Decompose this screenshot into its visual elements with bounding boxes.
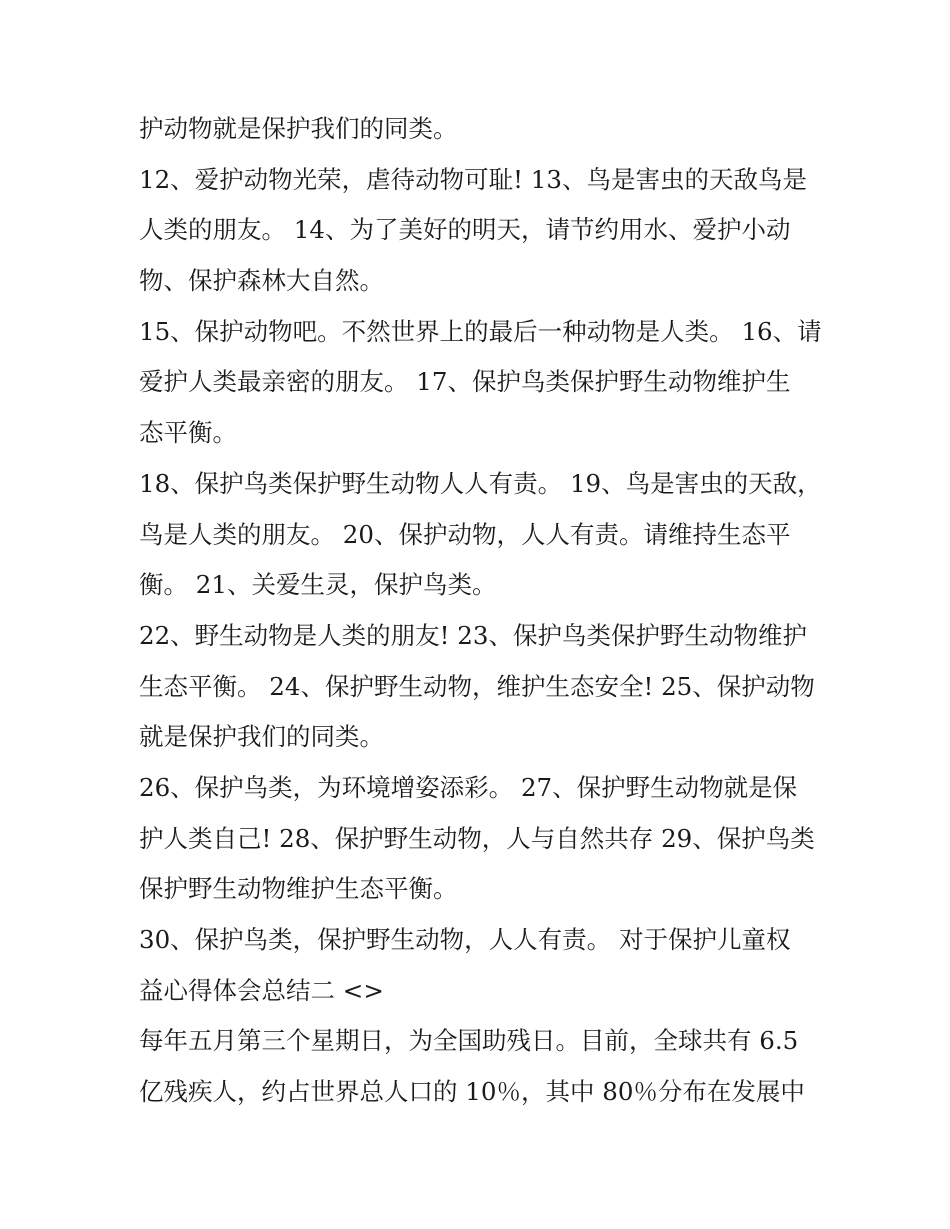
text-line: 衡。 21、关爱生灵，保护鸟类。	[139, 570, 497, 600]
text-line: 益心得体会总结二 <>	[139, 975, 384, 1005]
text-line: 30、保护鸟类，保护野生动物，人人有责。 对于保护儿童权	[139, 925, 791, 954]
text-line: 26、保护鸟类，为环境增姿添彩。 27、保护野生动物就是保	[139, 772, 798, 802]
text-line: 人类的朋友。 14、为了美好的明天，请节约用水、爱护小动	[139, 215, 791, 245]
text-line: 就是保护我们的同类。	[139, 722, 384, 752]
text-line: 亿残疾人，约占世界总人口的 10％，其中 80％分布在发展中	[139, 1077, 805, 1107]
text-line: 鸟是人类的朋友。 20、保护动物，人人有责。请维持生态平	[139, 519, 791, 549]
text-line: 护动物就是保护我们的同类。	[139, 114, 458, 143]
text-line: 15、保护动物吧。不然世界上的最后一种动物是人类。 16、请	[139, 316, 822, 346]
text-line: 12、爱护动物光荣，虐待动物可耻! 13、鸟是害虫的天敌鸟是	[139, 164, 807, 194]
body-text	[139, 104, 822, 1118]
text-line: 保护野生动物维护生态平衡。	[139, 874, 458, 904]
text-line: 物、保护森林大自然。	[139, 266, 384, 296]
text-line: 每年五月第三个星期日，为全国助残日。目前，全球共有 6.5	[139, 1026, 799, 1056]
text-line: 22、野生动物是人类的朋友! 23、保护鸟类保护野生动物维护	[139, 620, 807, 650]
text-line: 生态平衡。 24、保护野生动物，维护生态安全! 25、保护动物	[139, 671, 815, 701]
text-line: 护人类自己! 28、保护野生动物，人与自然共存 29、保护鸟类	[139, 823, 815, 853]
text-line: 爱护人类最亲密的朋友。 17、保护鸟类保护野生动物维护生	[139, 367, 791, 397]
text-line: 态平衡。	[139, 418, 237, 448]
text-line: 18、保护鸟类保护野生动物人人有责。 19、鸟是害虫的天敌，	[139, 468, 822, 498]
